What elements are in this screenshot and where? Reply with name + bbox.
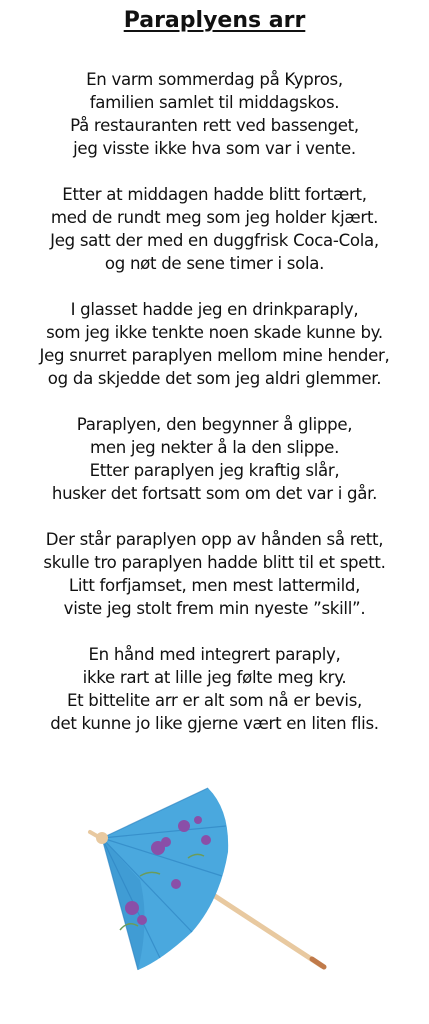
cocktail-umbrella-icon bbox=[80, 780, 350, 980]
stanza-5 bbox=[0, 528, 429, 620]
poem-line: I glasset hadde jeg en drinkparaply, bbox=[70, 300, 359, 319]
poem-title: Paraplyens arr bbox=[123, 8, 306, 33]
stanza-2 bbox=[0, 183, 429, 275]
poem-line: med de rundt meg som jeg holder kjært. bbox=[50, 208, 379, 227]
poem-line: skulle tro paraplyen hadde blitt til et spett. bbox=[43, 553, 386, 572]
poem-line: viste jeg stolt frem min nyeste ”skill”. bbox=[63, 599, 366, 618]
poem-line: som jeg ikke tenkte noen skade kunne by. bbox=[46, 323, 383, 342]
poem-line: En hånd med integrert paraply, bbox=[88, 645, 341, 664]
poem-line: Jeg snurret paraplyen mellom mine hender, bbox=[39, 346, 390, 365]
poem-line: Jeg satt der med en duggfrisk Coca-Cola, bbox=[50, 231, 379, 250]
poem-line: Et bittelite arr er alt som nå er bevis, bbox=[66, 691, 363, 710]
poem-line: det kunne jo like gjerne vært en liten flis. bbox=[50, 714, 379, 733]
poem-line: ikke rart at lille jeg følte meg kry. bbox=[82, 668, 347, 687]
stanza-1 bbox=[0, 68, 429, 160]
stanza-6 bbox=[0, 643, 429, 735]
poem-line: På restauranten rett ved bassenget, bbox=[70, 116, 359, 135]
poem-line: Etter paraplyen jeg kraftig slår, bbox=[89, 461, 340, 480]
poem-line: En varm sommerdag på Kypros, bbox=[86, 70, 343, 89]
poem-line: jeg visste ikke hva som var i vente. bbox=[73, 139, 356, 158]
poem-line: familien samlet til middagskos. bbox=[89, 93, 340, 112]
stanza-3 bbox=[0, 298, 429, 390]
poem-line: Paraplyen, den begynner å glippe, bbox=[76, 415, 353, 434]
stanza-4 bbox=[0, 413, 429, 505]
poem-line: og da skjedde det som jeg aldri glemmer. bbox=[47, 369, 382, 388]
poem-line: Litt forfjamset, men mest lattermild, bbox=[68, 576, 361, 595]
poem-line: Der står paraplyen opp av hånden så rett, bbox=[45, 530, 384, 549]
poem-line: husker det fortsatt som om det var i går. bbox=[51, 484, 378, 503]
poem-line: Etter at middagen hadde blitt fortært, bbox=[62, 185, 367, 204]
poem-line: og nøt de sene timer i sola. bbox=[104, 254, 325, 273]
poem-body bbox=[0, 68, 429, 758]
poem-line: men jeg nekter å la den slippe. bbox=[89, 438, 340, 457]
